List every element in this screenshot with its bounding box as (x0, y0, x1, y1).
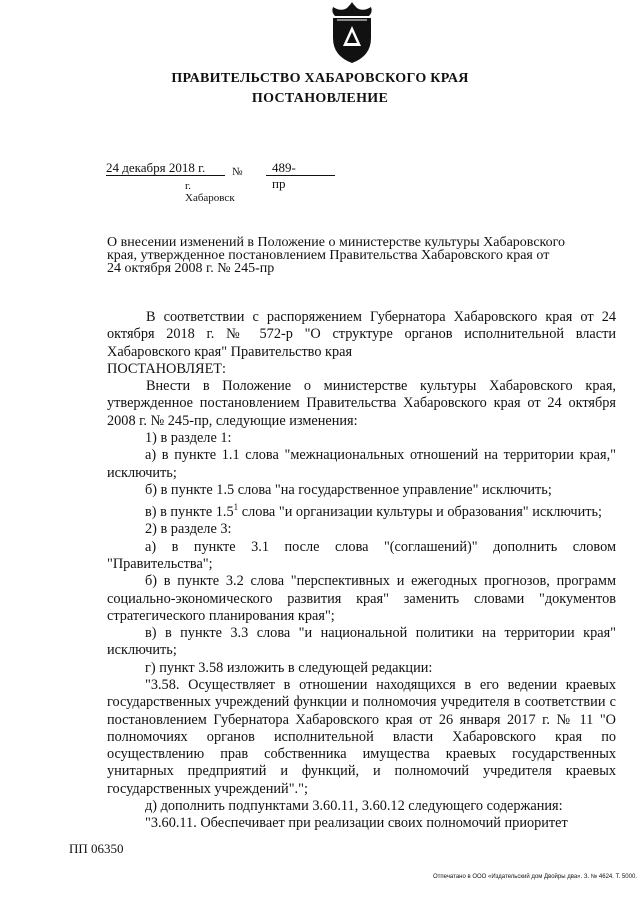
document-body (107, 309, 616, 833)
item-3e: д) дополнить подпунктами 3.60.11, 3.60.12 следующего содержания: (145, 798, 563, 815)
subject-line: края, утвержденное постановлением Правительства Хабаровского края от (107, 248, 550, 263)
quoted-clause-3-58: "3.58. Осуществляет в отношении находящихся в его ведении краевых государственных учреждений функции и полномочия учредителя в соответствии с постановлением Губернатора Хабаровского края от 26 января 2017 г. № 11 "О полномочиях органов исполнительной власти Хабаровского края по осуществлению прав собственника имущества краевых государственных унитарных предприятий и функций, и полномочий учредителя краевых государственных учреждений"."; (107, 677, 616, 797)
item-3b: б) в пункте 3.2 слова "перспективных и ежегодных прогнозов, программ социально-экономического развития края" заменить словами "документов стратегического планирования края"; (107, 573, 616, 624)
date-underline (106, 175, 225, 176)
document-number: 489-пр (272, 160, 296, 191)
item-1c-superscript: 1 (233, 502, 239, 513)
document-details (106, 160, 296, 204)
section-1-item: 1) в разделе 1: (145, 430, 232, 447)
document-type: ПОСТАНОВЛЕНИЕ (251, 91, 389, 106)
document-date: 24 декабря 2018 г. (106, 160, 206, 175)
document-city: г. Хабаровск (185, 180, 235, 204)
amendment-intro-paragraph: Внести в Положение о министерстве культуры Хабаровского края, утвержденное постановлением Правительства Хабаровского края от 24 октября 2008 г. № 245-пр, следующие изменения: (107, 378, 616, 429)
coat-of-arms-icon (327, 2, 377, 64)
item-3a: а) в пункте 3.1 после слова "(соглашений)" дополнить словом "Правительства"; (107, 538, 616, 572)
number-underline (266, 175, 335, 176)
subject-line: О внесении изменений в Положение о министерстве культуры Хабаровского (107, 235, 566, 250)
section-3-item: 2) в разделе 3: (145, 521, 232, 538)
preamble-paragraph: В соответствии с распоряжением Губернатора Хабаровского края от 24 октября 2018 г. № 572-р "О структуре органов исполнительной власти Хабаровского края" Правительство края (107, 309, 616, 360)
resolves-heading: ПОСТАНОВЛЯЕТ: (107, 360, 227, 377)
item-1c-start: в) в пункте 1.5 (145, 504, 234, 521)
item-1b: б) в пункте 1.5 слова "на государственное управление" исключить; (145, 481, 552, 498)
document-code: ПП 06350 (69, 841, 124, 856)
item-1c-end: слова "и организации культуры и образования" исключить; (238, 504, 603, 521)
item-3c: в) в пункте 3.3 слова "и национальной политики на территории края" исключить; (107, 625, 616, 659)
print-imprint: Отпечатано в ООО «Издательский дом Двойры два». З. № 4624. Т. 5000. (433, 874, 637, 880)
quoted-clause-3-60-11: "3.60.11. Обеспечивает при реализации своих полномочий приоритет (145, 815, 568, 832)
government-name: ПРАВИТЕЛЬСТВО ХАБАРОВСКОГО КРАЯ (171, 71, 469, 86)
item-1a: а) в пункте 1.1 слова "межнациональных отношений на территории края," исключить; (107, 447, 616, 481)
document-subject (107, 236, 614, 275)
subject-line: 24 октября 2008 г. № 245-пр (107, 261, 275, 276)
number-sign: № (232, 166, 243, 178)
item-3d: г) пункт 3.58 изложить в следующей редакции: (145, 659, 433, 676)
item-1c (107, 499, 616, 521)
